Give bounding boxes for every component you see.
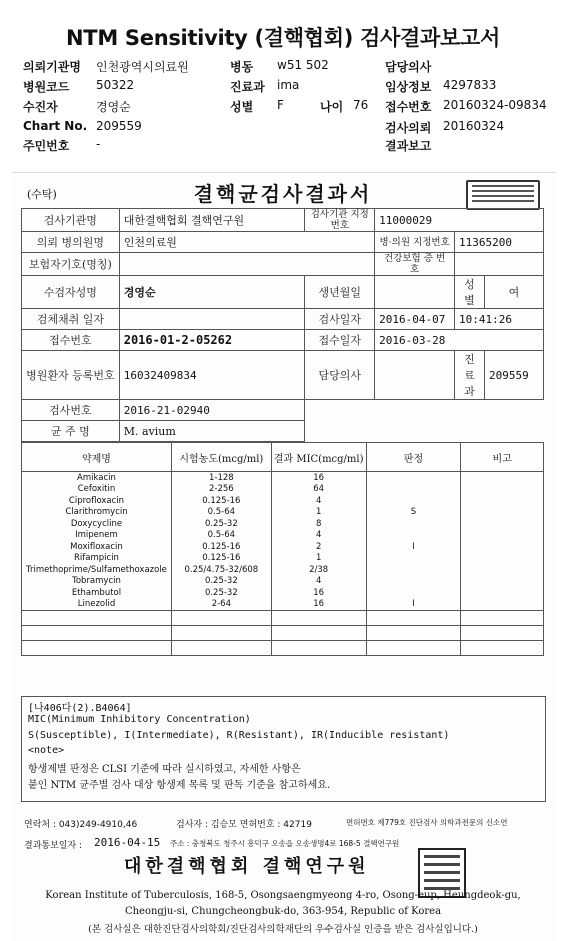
drug-remark	[461, 495, 544, 507]
report-date-label: 결과통보일자 :	[24, 841, 83, 851]
drug-interpretation	[366, 518, 461, 530]
test-inst-no-label: 검사기관 지정번호	[305, 209, 375, 232]
reg-no-value: 16032409834	[119, 351, 305, 400]
barcode-stamp	[466, 180, 540, 210]
drug-mic: 1	[271, 553, 366, 565]
insure-no-value	[455, 253, 544, 276]
drug-name: Tobramycin	[22, 576, 172, 588]
patient-name-value: 경영순	[119, 276, 305, 309]
form-dept-value: 209559	[484, 351, 543, 400]
notes-box	[21, 696, 546, 802]
form-receipt-label: 접수번호	[22, 330, 120, 351]
dept-value: ima	[277, 78, 300, 92]
receipt-date-label: 접수일자	[305, 330, 375, 351]
test-time-value: 10:41:26	[455, 309, 544, 330]
test-no-value: 2016-21-02940	[119, 400, 305, 421]
drug-name: Moxifloxacin	[22, 541, 172, 553]
test-date-value: 2016-04-07	[375, 309, 455, 330]
insurer-label: 보험자기호(명칭)	[22, 253, 120, 276]
drug-mic: 2	[271, 541, 366, 553]
sample-date-label: 검체채취 일자	[22, 309, 120, 330]
drug-mic: 4	[271, 576, 366, 588]
hosp-no-value: 11365200	[455, 232, 544, 253]
test-no-label: 검사번호	[22, 400, 120, 421]
drug-concentration: 2-256	[171, 484, 271, 496]
address-en-1: Korean Institute of Tuberculosis, 168-5, Osongsaengmyeong 4-ro, Osong-eup, Heungdeok-gu,	[45, 890, 521, 901]
drug-concentration: 0.25-32	[171, 587, 271, 599]
age-value: 76	[353, 98, 369, 112]
drug-remark	[461, 564, 544, 576]
col-drug: 약제명	[22, 443, 172, 472]
drug-concentration: 0.25-32	[171, 576, 271, 588]
sex-value: F	[277, 98, 284, 112]
test-date-label: 검사일자	[305, 309, 375, 330]
clinical-value: 4297833	[443, 78, 497, 92]
notes-line2: S(Susceptible), I(Intermediate), R(Resistant), IR(Inducible resistant)	[28, 730, 450, 741]
drug-concentration: 1-128	[171, 472, 271, 484]
req-inst-value: 인천광역시의료원	[96, 60, 189, 74]
patient-value: 경영순	[96, 100, 131, 114]
examiner: 검사자 : 김승모 면허번호 : 42719	[176, 820, 312, 830]
patient-form	[21, 208, 544, 442]
test-inst-no-value: 11000029	[375, 209, 544, 232]
drug-mic: 16	[271, 472, 366, 484]
scan-title: 결핵균검사결과서	[193, 182, 373, 206]
table-row	[22, 495, 544, 507]
insurer-value	[119, 253, 374, 276]
species-value: M. avium	[119, 421, 305, 442]
notes-line5: 붙인 NTM 균주별 검사 대상 항생제 목록 및 판독 기준을 참고하세요.	[28, 780, 331, 791]
receipt-label: 접수번호	[385, 100, 432, 114]
drug-interpretation	[366, 564, 461, 576]
doctor-label: 담당의사	[385, 60, 432, 74]
drug-name: Linezolid	[22, 599, 172, 611]
entrusted-stamp: (수탁)	[27, 188, 57, 201]
drug-name: Imipenem	[22, 530, 172, 542]
col-remark: 비고	[461, 443, 544, 472]
test-inst-label: 검사기관명	[22, 209, 120, 232]
drug-name: Amikacin	[22, 472, 172, 484]
col-interpretation: 판정	[366, 443, 461, 472]
contact: 연락처 : 043)249-4910,46	[24, 820, 138, 830]
drug-mic: 16	[271, 587, 366, 599]
drug-interpretation: S	[366, 507, 461, 519]
table-row	[22, 541, 544, 553]
form-doctor-value	[375, 351, 455, 400]
drug-interpretation: I	[366, 541, 461, 553]
chart-value: 209559	[96, 119, 142, 133]
license: 면허번호 제779호 진단검사 의학과전문의 신소연	[346, 818, 508, 827]
notes-code: [나406다(2).B4064]	[28, 703, 132, 714]
insure-no-label: 건강보험 증 번 호	[375, 253, 455, 276]
address-ko: 주소 : 충청북도 청주시 흥덕구 오송읍 오송생명4로 168-5 결핵연구원	[170, 839, 400, 848]
drug-concentration: 0.5-64	[171, 507, 271, 519]
drug-remark	[461, 484, 544, 496]
form-receipt-value: 2016-01-2-05262	[119, 330, 305, 351]
form-dept-label: 진료과	[455, 351, 485, 400]
species-label: 균 주 명	[22, 421, 120, 442]
ward-label: 병동	[230, 60, 254, 74]
table-row	[22, 553, 544, 565]
drug-interpretation	[366, 484, 461, 496]
institute-name: 대한결핵협회 결핵연구원	[124, 856, 370, 877]
patient-label: 수진자	[23, 100, 58, 114]
drug-concentration: 0.125-16	[171, 541, 271, 553]
form-doctor-label: 담당의사	[305, 351, 375, 400]
form-sex-label: 성별	[455, 276, 485, 309]
rrn-label: 주민번호	[23, 139, 70, 153]
table-row	[22, 484, 544, 496]
req-date-label: 검사의뢰	[385, 121, 432, 135]
drug-mic: 8	[271, 518, 366, 530]
drug-concentration: 0.5-64	[171, 530, 271, 542]
req-hosp-label: 의뢰 병의원명	[22, 232, 120, 253]
drug-concentration: 0.125-16	[171, 495, 271, 507]
notes-line1: MIC(Minimum Inhibitory Concentration)	[28, 714, 251, 725]
drug-mic: 16	[271, 599, 366, 611]
result-label: 결과보고	[385, 139, 432, 153]
req-date-value: 20160324	[443, 119, 505, 133]
table-row	[22, 507, 544, 519]
col-mic: 결과 MIC(mcg/ml)	[271, 443, 366, 472]
drug-name: Ethambutol	[22, 587, 172, 599]
drug-name: Trimethoprime/Sulfamethoxazole	[22, 564, 172, 576]
drug-mic: 2/38	[271, 564, 366, 576]
drug-interpretation	[366, 472, 461, 484]
drug-name: Rifampicin	[22, 553, 172, 565]
form-sex-value: 여	[484, 276, 543, 309]
drug-remark	[461, 518, 544, 530]
report-date-value: 2016-04-15	[94, 836, 161, 849]
drug-susceptibility-table	[21, 442, 544, 656]
drug-remark	[461, 599, 544, 611]
drug-interpretation	[366, 495, 461, 507]
table-row	[22, 599, 544, 611]
drug-mic: 4	[271, 495, 366, 507]
sex-label: 성별	[230, 100, 254, 114]
drug-remark	[461, 576, 544, 588]
drug-name: Clarithromycin	[22, 507, 172, 519]
req-inst-label: 의뢰기관명	[23, 60, 81, 74]
drug-interpretation	[366, 530, 461, 542]
drug-concentration: 0.25-32	[171, 518, 271, 530]
hosp-code-value: 50322	[96, 78, 135, 92]
dept-label: 진료과	[230, 80, 265, 94]
notes-line3: <note>	[28, 745, 65, 756]
drug-mic: 64	[271, 484, 366, 496]
req-hosp-value: 인천의료원	[119, 232, 374, 253]
chart-label: Chart No.	[23, 119, 88, 133]
table-row	[22, 530, 544, 542]
sample-date-value	[119, 309, 305, 330]
drug-remark	[461, 553, 544, 565]
drug-mic: 1	[271, 507, 366, 519]
table-row	[22, 576, 544, 588]
drug-concentration: 2-64	[171, 599, 271, 611]
drug-name: Cefoxitin	[22, 484, 172, 496]
receipt-value: 20160324-09834	[443, 98, 547, 112]
table-row	[22, 564, 544, 576]
birth-label: 생년월일	[305, 276, 375, 309]
notes-line4: 항생제별 판정은 CLSI 기준에 따라 실시하였고, 자세한 사항은	[28, 764, 301, 775]
drug-remark	[461, 530, 544, 542]
drug-interpretation: I	[366, 599, 461, 611]
page-title: NTM Sensitivity (결핵협회) 검사결과보고서	[66, 26, 500, 50]
col-concentration: 시험농도(mcg/ml)	[171, 443, 271, 472]
ward-value: w51 502	[277, 58, 329, 72]
drug-interpretation	[366, 587, 461, 599]
age-label: 나이	[320, 100, 344, 114]
table-row	[22, 472, 544, 484]
drug-remark	[461, 541, 544, 553]
drug-remark	[461, 587, 544, 599]
birth-value	[375, 276, 455, 309]
drug-remark	[461, 507, 544, 519]
rrn-value: -	[96, 137, 101, 151]
patient-name-label: 수검자성명	[22, 276, 120, 309]
certification: (본 검사실은 대한진단검사의학회/진단검사의학재단의 우수검사실 인증을 받은 검사실입니다.)	[88, 924, 478, 935]
test-inst-value: 대한결핵협회 결핵연구원	[119, 209, 305, 232]
drug-mic: 4	[271, 530, 366, 542]
table-row	[22, 518, 544, 530]
hosp-code-label: 병원코드	[23, 80, 70, 94]
table-row	[22, 587, 544, 599]
hosp-no-label: 병·의원 지정번호	[375, 232, 455, 253]
clinical-label: 임상정보	[385, 80, 432, 94]
receipt-date-value: 2016-03-28	[375, 330, 544, 351]
drug-remark	[461, 472, 544, 484]
reg-no-label: 병원환자 등록번호	[22, 351, 120, 400]
drug-concentration: 0.125-16	[171, 553, 271, 565]
drug-interpretation	[366, 553, 461, 565]
drug-name: Doxycycline	[22, 518, 172, 530]
drug-interpretation	[366, 576, 461, 588]
drug-name: Ciprofloxacin	[22, 495, 172, 507]
drug-concentration: 0.25/4.75-32/608	[171, 564, 271, 576]
address-en-2: Cheongju-si, Chungcheongbuk-do, 363-954, Republic of Korea	[124, 906, 442, 917]
